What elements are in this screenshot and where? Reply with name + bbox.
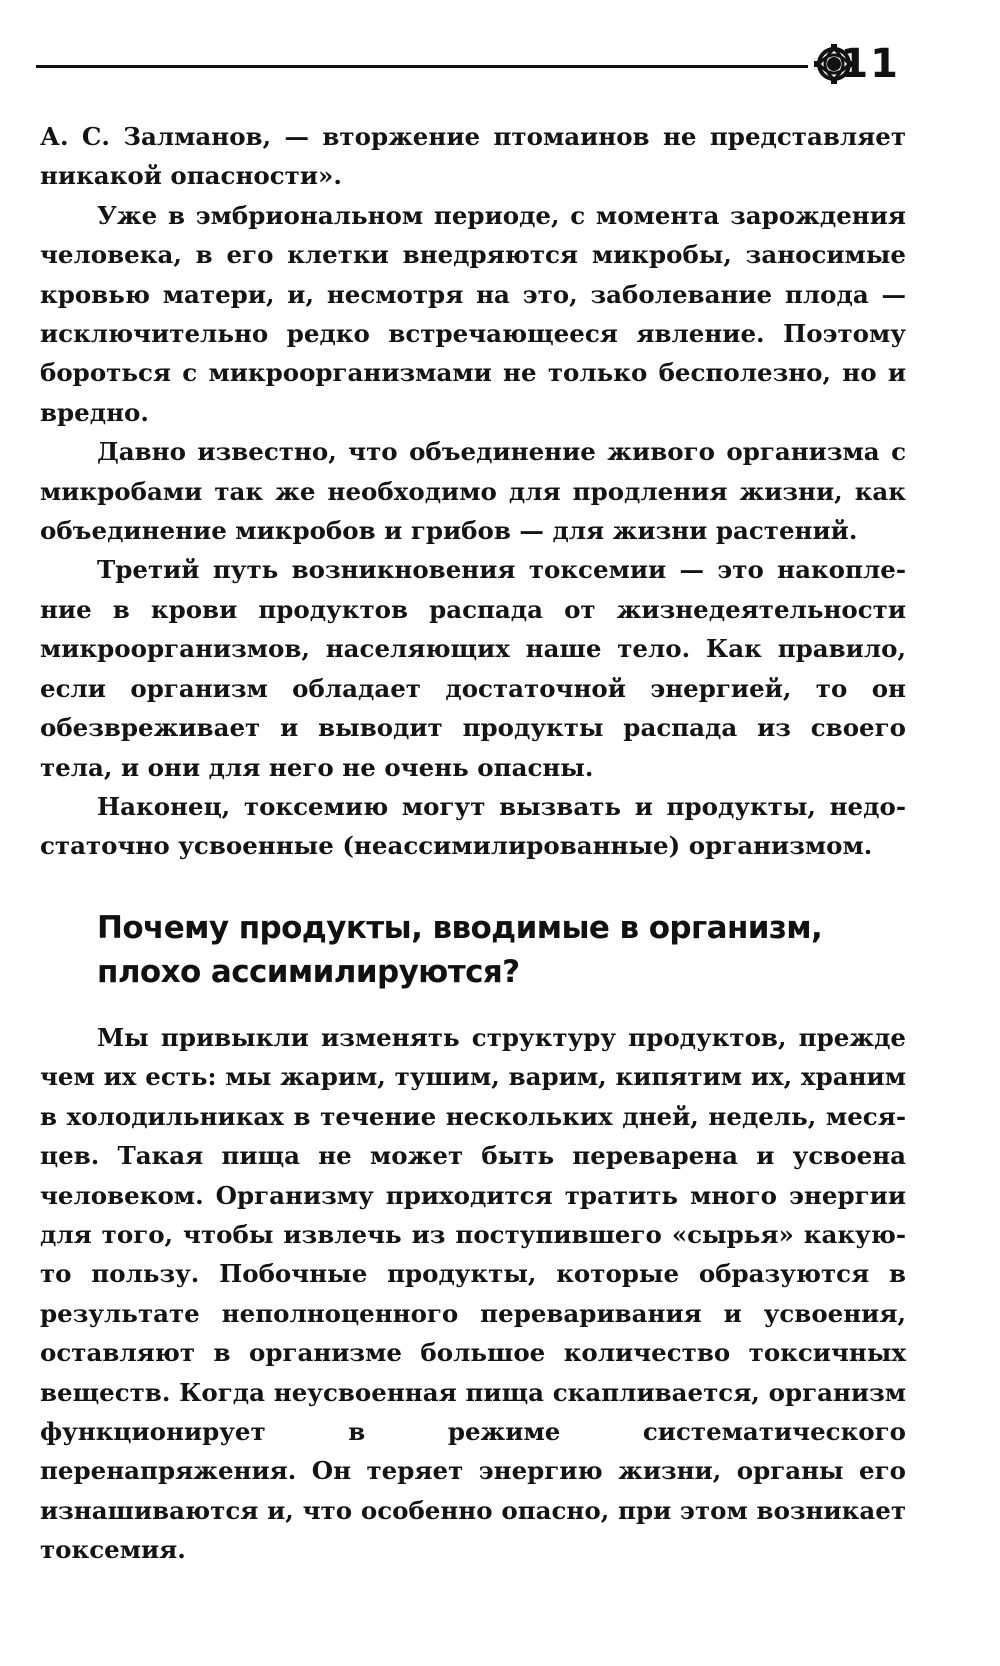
paragraph: Уже в эмбриональном периоде, с момента зарождения человека, в его клетки внедряются микробы, заносимые кровью матери, и, несмотря на это, заболевание плода — исключительно редко встречающееся явление. Поэтому бороться с микроорганизмами не только бесполезно, но и вредно. <box>40 200 906 427</box>
body-text-top <box>40 117 906 866</box>
page-header <box>36 38 900 86</box>
paragraph-continuation: А. С. Залманов, — вторжение птомаинов не представляет никакой опасности». <box>40 122 906 191</box>
paragraph: Давно известно, что объединение живого организма с микробами так же необходимо для продления жизни, как объединение микробов и грибов — для жизни растений. <box>40 437 906 546</box>
page-number: 11 <box>840 41 900 87</box>
paragraph: Третий путь возникновения токсемии — это накопление в крови продуктов распада от жизнедеятельности микроорганизмов, населяющих наше тело. Как правило, если организм обладает достаточной энергией, то он обезвреживает и выводит продукты распада из своего тела, и они для него не очень опасны. <box>40 555 906 782</box>
header-rule <box>36 65 808 68</box>
section-heading: Почему продукты, вводимые в организм, плохо ассимилируются? <box>97 910 823 990</box>
body-text-section <box>40 1018 906 1570</box>
paragraph: Наконец, токсемию могут вызвать и продукты, недостаточно усвоенные (неассимилированные) организмом. <box>40 791 906 861</box>
paragraph: Мы привыкли изменять структуру продуктов, прежде чем их есть: мы жарим, тушим, варим, кипятим их, храним в холодильниках в течение нескольких дней, недель, месяцев. Такая пища не может быть переварена и усвоена человеком. Организму приходится тратить много энергии для того, чтобы извлечь из поступившего «сырья» какую-то пользу. Побочные продукты, которые образуются в результате неполноценного переваривания и усвоения, оставляют в организме большое количество токсичных веществ. Когда неусвоенная пища скапливается, организм функционирует в режиме систематического перенапряжения. Он теряет энергию жизни, органы его изнашиваются и, что особенно опасно, при этом возникает токсемия. <box>40 1023 906 1565</box>
